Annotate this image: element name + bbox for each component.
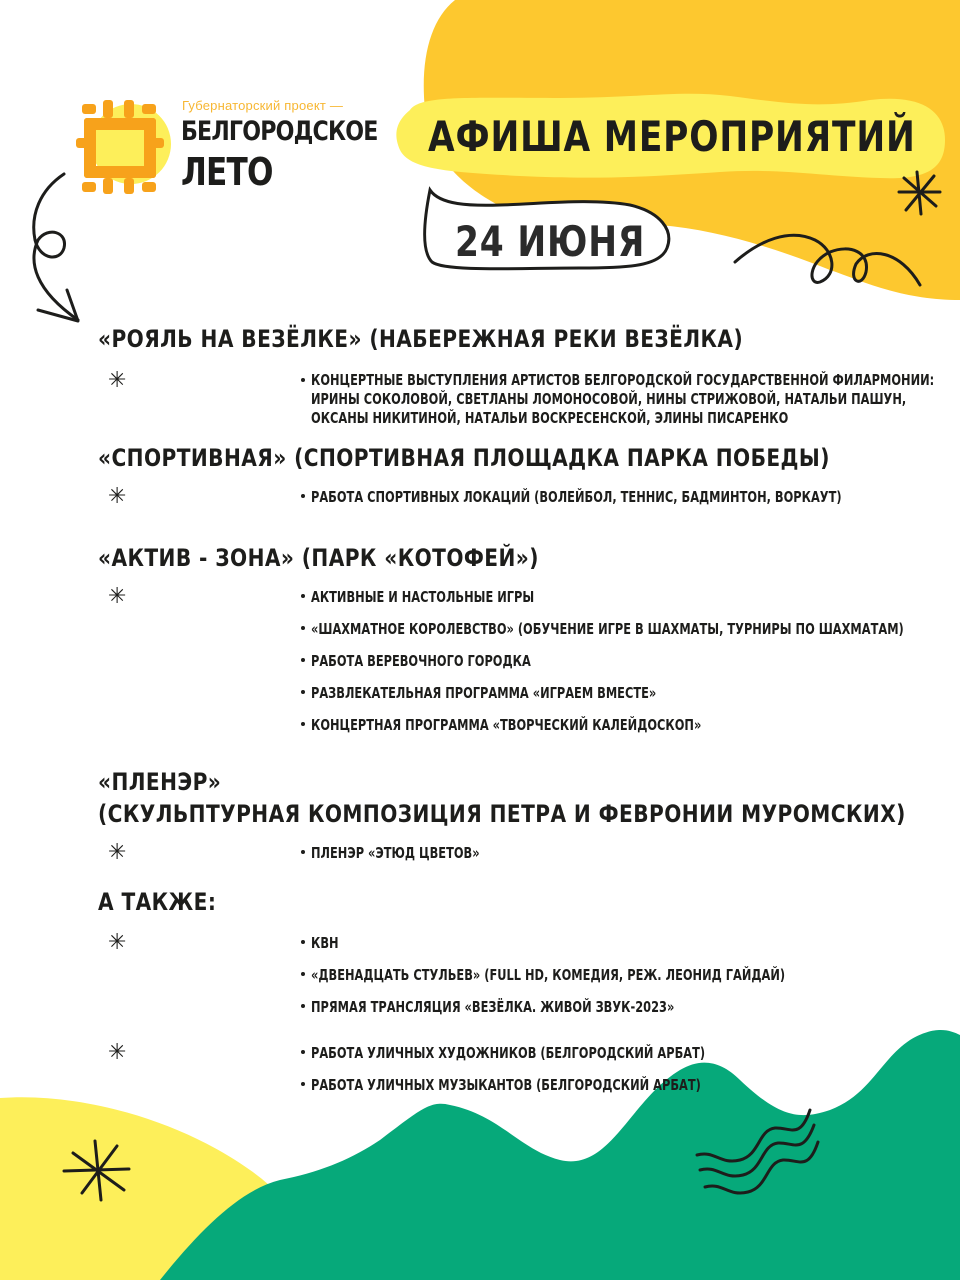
event-description: РАБОТА СПОРТИВНЫХ ЛОКАЦИЙ (ВОЛЕЙБОЛ, ТЕННИС, БАДМИНТОН, ВОРКАУТ) bbox=[311, 488, 842, 506]
event-description: КОНЦЕРТНАЯ ПРОГРАММА «ТВОРЧЕСКИЙ КАЛЕЙДОСКОП» bbox=[311, 716, 702, 734]
event-description: «ДВЕНАДЦАТЬ СТУЛЬЕВ» (FULL HD, КОМЕДИЯ, РЕЖ. ЛЕОНИД ГАЙДАЙ) bbox=[311, 966, 786, 984]
event-description: РАБОТА ВЕРЕВОЧНОГО ГОРОДКА bbox=[311, 652, 531, 670]
event-description: АКТИВНЫЕ И НАСТОЛЬНЫЕ ИГРЫ bbox=[311, 588, 535, 606]
page-title: АФИША МЕРОПРИЯТИЙ bbox=[428, 112, 916, 161]
bullet-icon bbox=[301, 940, 305, 944]
section-title: А ТАКЖЕ: bbox=[98, 888, 217, 916]
section-title: «СПОРТИВНАЯ» (СПОРТИВНАЯ ПЛОЩАДКА ПАРКА ПОБЕДЫ) bbox=[98, 444, 830, 472]
section-subtitle: (СКУЛЬПТУРНАЯ КОМПОЗИЦИЯ ПЕТРА И ФЕВРОНИИ МУРОМСКИХ) bbox=[98, 800, 906, 828]
bullet-icon bbox=[301, 494, 305, 498]
bullet-icon bbox=[301, 626, 305, 630]
star-icon: ✳ bbox=[108, 368, 127, 393]
event-description: ИРИНЫ СОКОЛОВОЙ, СВЕТЛАНЫ ЛОМОНОСОВОЙ, НИНЫ СТРИЖОВОЙ, НАТАЛЬИ ПАШУН, bbox=[311, 390, 907, 408]
event-description: ПЛЕНЭР «ЭТЮД ЦВЕТОВ» bbox=[311, 844, 480, 862]
bullet-icon bbox=[301, 850, 305, 854]
section-title: «ПЛЕНЭР» bbox=[98, 768, 222, 796]
section-title: «АКТИВ - ЗОНА» (ПАРК «КОТОФЕЙ») bbox=[98, 544, 539, 572]
bullet-icon bbox=[301, 658, 305, 662]
star-icon: ✳ bbox=[108, 930, 127, 955]
event-description: ПРЯМАЯ ТРАНСЛЯЦИЯ «ВЕЗЁЛКА. ЖИВОЙ ЗВУК-2023» bbox=[311, 998, 675, 1016]
bullet-icon bbox=[301, 972, 305, 976]
logo-emblem bbox=[76, 96, 176, 196]
event-description: «ШАХМАТНОЕ КОРОЛЕВСТВО» (ОБУЧЕНИЕ ИГРЕ В ШАХМАТЫ, ТУРНИРЫ ПО ШАХМАТАМ) bbox=[311, 620, 904, 638]
event-description: КОНЦЕРТНЫЕ ВЫСТУПЛЕНИЯ АРТИСТОВ БЕЛГОРОДСКОЙ ГОСУДАРСТВЕННОЙ ФИЛАРМОНИИ: bbox=[311, 371, 935, 389]
logo-title-line2: ЛЕТО bbox=[181, 150, 273, 194]
bullet-icon bbox=[301, 594, 305, 598]
event-date: 24 ИЮНЯ bbox=[455, 217, 646, 266]
bullet-icon bbox=[301, 690, 305, 694]
section-title: «РОЯЛЬ НА ВЕЗЁЛКЕ» (НАБЕРЕЖНАЯ РЕКИ ВЕЗЁЛКА) bbox=[98, 325, 744, 353]
logo-title-line1: БЕЛГОРОДСКОЕ bbox=[181, 116, 378, 147]
star-icon: ✳ bbox=[108, 484, 127, 509]
bullet-icon bbox=[301, 378, 305, 382]
event-description: КВН bbox=[311, 934, 339, 952]
bullet-icon bbox=[301, 1004, 305, 1008]
bullet-icon bbox=[301, 1082, 305, 1086]
star-icon: ✳ bbox=[108, 584, 127, 609]
star-icon: ✳ bbox=[108, 1040, 127, 1065]
bullet-icon bbox=[301, 1050, 305, 1054]
event-description: РАБОТА УЛИЧНЫХ МУЗЫКАНТОВ (БЕЛГОРОДСКИЙ АРБАТ) bbox=[311, 1076, 701, 1094]
event-description: ОКСАНЫ НИКИТИНОЙ, НАТАЛЬИ ВОСКРЕСЕНСКОЙ, ЭЛИНЫ ПИСАРЕНКО bbox=[311, 409, 789, 427]
logo-subtitle: Губернаторский проект — bbox=[182, 98, 344, 113]
event-description: РАБОТА УЛИЧНЫХ ХУДОЖНИКОВ (БЕЛГОРОДСКИЙ АРБАТ) bbox=[311, 1044, 706, 1062]
star-icon: ✳ bbox=[108, 840, 127, 865]
bottom-green-hills bbox=[160, 1030, 960, 1280]
event-description: РАЗВЛЕКАТЕЛЬНАЯ ПРОГРАММА «ИГРАЕМ ВМЕСТЕ» bbox=[311, 684, 657, 702]
bullet-icon bbox=[301, 722, 305, 726]
